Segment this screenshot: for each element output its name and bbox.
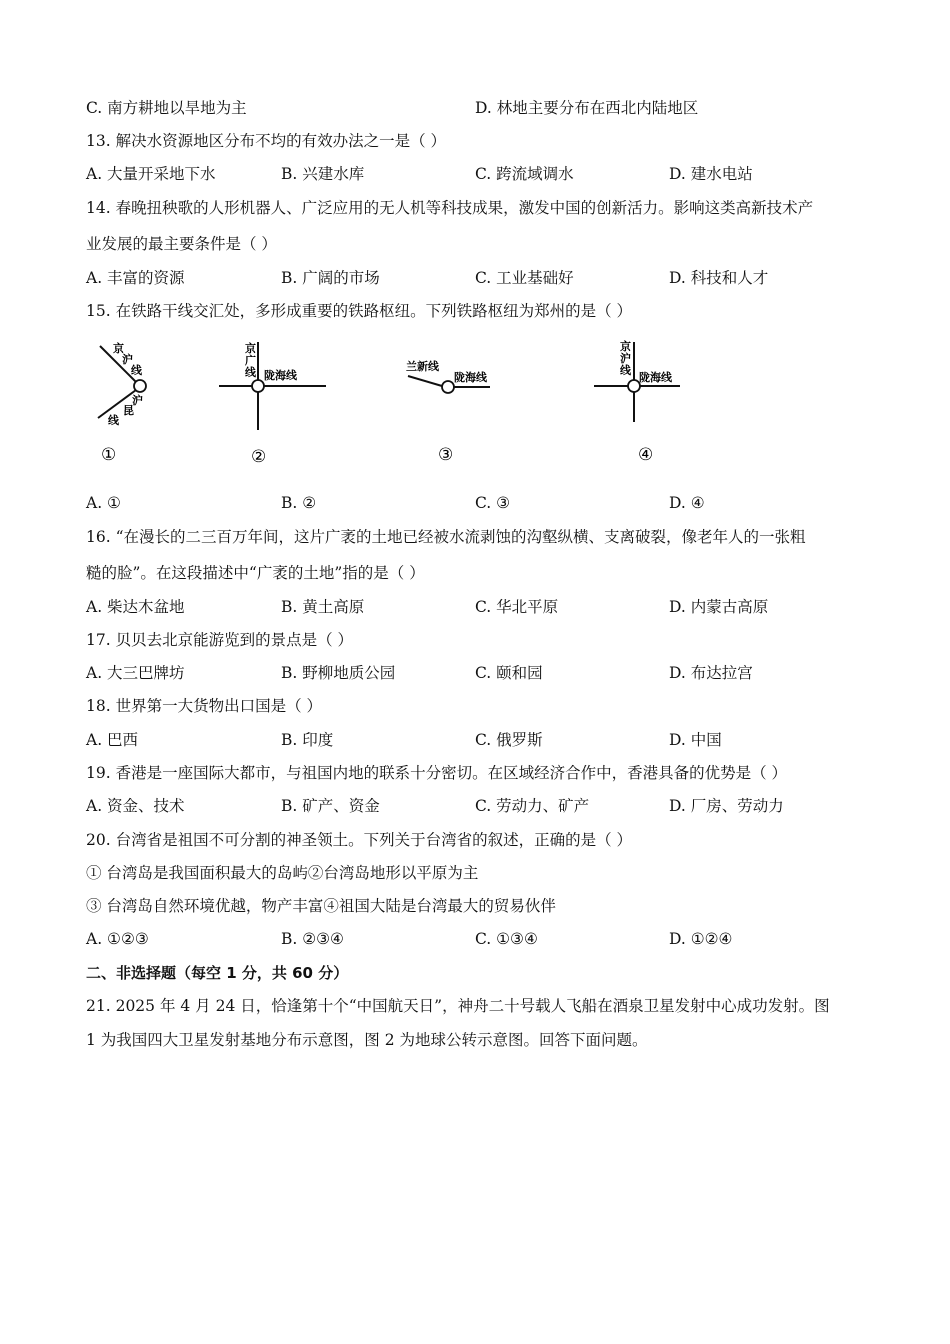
q21-stem-line2: 1 为我国四大卫星发射基地分布示意图，图 2 为地球公转示意图。回答下面问题。: [86, 1031, 648, 1049]
diagram4-label: 京: [620, 340, 631, 353]
diagram3-label: 兰新线: [406, 360, 439, 373]
q20-option-a: A. ①②③: [86, 930, 149, 948]
q20-option-d: D. ①②④: [669, 930, 733, 948]
q20-statements-line1: ① 台湾岛是我国面积最大的岛屿②台湾岛地形以平原为主: [86, 864, 479, 882]
q15-option-b: B. ②: [281, 494, 317, 512]
diagram4-label: 陇海线: [639, 371, 672, 384]
q16-option-b: B. 黄土高原: [281, 598, 365, 616]
q12-option-d: D. 林地主要分布在西北内陆地区: [475, 99, 699, 117]
diagram4-number: ④: [638, 445, 654, 465]
q14-option-a: A. 丰富的资源: [86, 269, 185, 287]
q18-option-d: D. 中国: [669, 731, 722, 749]
q19-option-c: C. 劳动力、矿产: [475, 797, 590, 815]
q13-option-d: D. 建水电站: [669, 165, 753, 183]
q18-stem: 18. 世界第一大货物出口国是（ ）: [86, 697, 323, 715]
q21-stem-line1: 21. 2025 年 4 月 24 日，恰逢第十个“中国航天日”，神舟二十号载人飞船在酒泉卫星发射中心成功发射。图: [86, 997, 830, 1015]
q14-option-c: C. 工业基础好: [475, 269, 574, 287]
q14-stem-line2: 业发展的最主要条件是（ ）: [86, 235, 277, 253]
q19-stem: 19. 香港是一座国际大都市，与祖国内地的联系十分密切。在区域经济合作中，香港具备的优势是（ ）: [86, 764, 788, 782]
diagram1-number: ①: [101, 445, 117, 465]
section-title: 二、非选择题（每空 1 分，共 60 分）: [86, 964, 349, 982]
q15-option-a: A. ①: [86, 494, 121, 512]
q13-option-b: B. 兴建水库: [281, 165, 365, 183]
q20-option-b: B. ②③④: [281, 930, 344, 948]
diagram1-label: 沪: [122, 353, 133, 366]
q18-option-a: A. 巴西: [86, 731, 139, 749]
q16-option-d: D. 内蒙古高原: [669, 598, 769, 616]
diagram2-label: 京: [245, 342, 256, 355]
railway-diagram-4: [594, 339, 680, 465]
q19-option-b: B. 矿产、资金: [281, 797, 380, 815]
railway-diagram-1: [98, 341, 146, 465]
diagram1-label: 京: [113, 342, 124, 355]
diagram2-label: 广: [245, 354, 256, 367]
railway-diagram-3: [406, 359, 490, 465]
diagram1-label: 昆: [123, 404, 134, 417]
q13-stem: 13. 解决水资源地区分布不均的有效办法之一是（ ）: [86, 132, 447, 150]
q17-option-b: B. 野柳地质公园: [281, 664, 396, 682]
q16-option-c: C. 华北平原: [475, 598, 559, 616]
q20-option-c: C. ①③④: [475, 930, 538, 948]
q12-option-c: C. 南方耕地以旱地为主: [86, 99, 247, 117]
q14-stem-line1: 14. 春晚扭秧歌的人形机器人、广泛应用的无人机等科技成果，激发中国的创新活力。影响这类高新技术产: [86, 199, 814, 217]
diagram1-label: 线: [108, 414, 119, 427]
q14-option-b: B. 广阔的市场: [281, 269, 380, 287]
q14-option-d: D. 科技和人才: [669, 269, 769, 287]
q13-option-c: C. 跨流域调水: [475, 165, 574, 183]
q17-option-c: C. 颐和园: [475, 664, 543, 682]
q18-option-c: C. 俄罗斯: [475, 731, 543, 749]
q16-option-a: A. 柴达木盆地: [86, 598, 185, 616]
railway-hub-diagrams: [86, 336, 706, 472]
diagram3-number: ③: [438, 445, 454, 465]
q16-stem-line2: 糙的脸”。在这段描述中“广袤的土地”指的是（ ）: [86, 564, 425, 582]
q19-option-d: D. 厂房、劳动力: [669, 797, 784, 815]
q18-option-b: B. 印度: [281, 731, 334, 749]
q15-stem: 15. 在铁路干线交汇处，多形成重要的铁路枢纽。下列铁路枢纽为郑州的是（ ）: [86, 302, 633, 320]
q17-stem: 17. 贝贝去北京能游览到的景点是（ ）: [86, 631, 354, 649]
q17-option-d: D. 布达拉宫: [669, 664, 753, 682]
q19-option-a: A. 资金、技术: [86, 797, 185, 815]
q15-option-d: D. ④: [669, 494, 705, 512]
q20-stem: 20. 台湾省是祖国不可分割的神圣领土。下列关于台湾省的叙述，正确的是（ ）: [86, 831, 633, 849]
diagram3-label: 陇海线: [454, 371, 487, 384]
q20-statements-line2: ③ 台湾岛自然环境优越，物产丰富④祖国大陆是台湾最大的贸易伙伴: [86, 897, 556, 915]
q16-stem-line1: 16. “在漫长的二三百万年间，这片广袤的土地已经被水流剥蚀的沟壑纵横、支离破裂，像老年人的一张粗: [86, 528, 806, 546]
q13-option-a: A. 大量开采地下水: [86, 165, 216, 183]
railway-diagram-2: [219, 341, 326, 467]
diagram1-label: 线: [131, 364, 142, 377]
diagram4-label: 沪: [620, 352, 631, 365]
diagram2-label: 陇海线: [264, 369, 297, 382]
diagram1-label: 沪: [132, 394, 143, 407]
diagram2-label: 线: [245, 366, 256, 379]
diagram4-label: 线: [620, 364, 631, 377]
q17-option-a: A. 大三巴牌坊: [86, 664, 185, 682]
q15-option-c: C. ③: [475, 494, 511, 512]
diagram2-number: ②: [251, 447, 267, 467]
